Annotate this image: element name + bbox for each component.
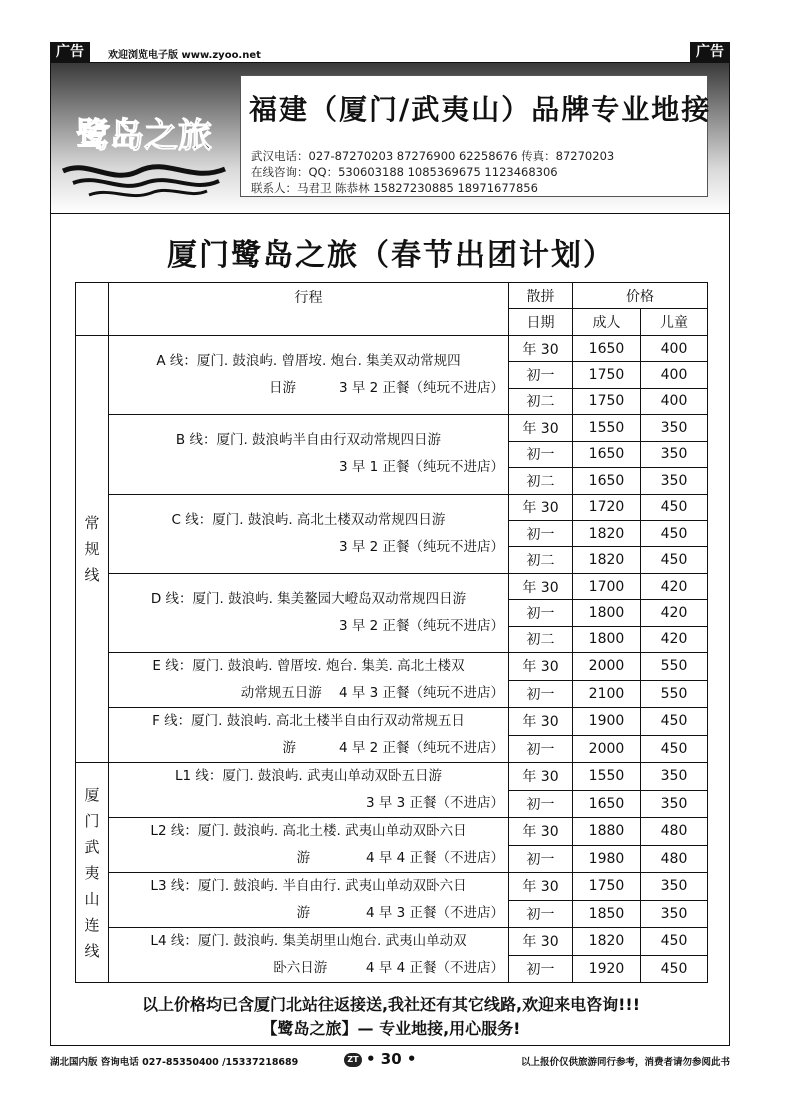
brand-logo bbox=[59, 75, 229, 205]
header-blank-cell bbox=[76, 283, 109, 336]
date-cell: 初一 bbox=[509, 845, 573, 873]
table-row bbox=[76, 928, 708, 956]
adult-price-cell: 1650 bbox=[573, 468, 641, 494]
child-price-cell: 480 bbox=[641, 818, 708, 846]
adult-price-cell: 1550 bbox=[573, 415, 641, 441]
date-cell: 初一 bbox=[509, 680, 573, 708]
disclaimer: 以上报价仅供旅游同行参考，消费者请勿参阅此书 bbox=[520, 1057, 730, 1068]
child-price-cell: 350 bbox=[641, 763, 708, 791]
child-price-cell: 450 bbox=[641, 494, 708, 520]
route-cell bbox=[109, 415, 509, 494]
date-cell: 初一 bbox=[509, 600, 573, 626]
adult-price-cell: 1750 bbox=[573, 362, 641, 388]
child-price-cell: 480 bbox=[641, 845, 708, 873]
adult-price-cell: 1880 bbox=[573, 818, 641, 846]
date-cell: 年 30 bbox=[509, 708, 573, 736]
child-price-cell: 550 bbox=[641, 653, 708, 681]
date-cell: 初二 bbox=[509, 547, 573, 573]
date-cell: 年 30 bbox=[509, 763, 573, 791]
route-meals: 游 4 早 3 正餐（不进店） bbox=[296, 905, 504, 922]
adult-price-cell: 1800 bbox=[573, 626, 641, 652]
table-row bbox=[76, 708, 708, 736]
date-cell: 年 30 bbox=[509, 494, 573, 520]
table-row bbox=[76, 335, 708, 361]
child-price-cell: 450 bbox=[641, 955, 708, 983]
route-cell bbox=[109, 573, 509, 652]
logo-text: 鹭岛之旅 bbox=[76, 116, 212, 156]
contact-qq: 在线咨询：QQ：530603188 1085369675 1123468306 bbox=[251, 165, 558, 179]
child-price-cell: 450 bbox=[641, 735, 708, 763]
table-row bbox=[76, 818, 708, 846]
route-description: D 线：厦门. 鼓浪屿. 集美鳌园大嶝岛双动常规四日游 bbox=[150, 590, 467, 607]
header-route: 行程 bbox=[109, 283, 509, 336]
child-price-cell: 420 bbox=[641, 573, 708, 599]
top-strip bbox=[50, 42, 730, 62]
date-cell: 初一 bbox=[509, 790, 573, 818]
route-meals: 3 早 2 正餐（纯玩不进店） bbox=[338, 538, 504, 555]
date-cell: 年 30 bbox=[509, 335, 573, 361]
header-price: 价格 bbox=[573, 283, 708, 309]
edition-contact: 湖北国内版 咨询电话 027-85350400 /15337218689 bbox=[50, 1057, 299, 1068]
date-cell: 年 30 bbox=[509, 653, 573, 681]
adult-price-cell: 1980 bbox=[573, 845, 641, 873]
child-price-cell: 350 bbox=[641, 790, 708, 818]
table-row bbox=[76, 573, 708, 599]
site-url-text: 欢迎浏览电子版 www.zyoo.net bbox=[108, 50, 261, 61]
child-price-cell: 350 bbox=[641, 873, 708, 901]
adult-price-cell: 2000 bbox=[573, 653, 641, 681]
route-meals: 3 早 1 正餐（纯玩不进店） bbox=[338, 459, 504, 476]
adult-price-cell: 1700 bbox=[573, 573, 641, 599]
route-cell bbox=[109, 653, 509, 708]
contact-people: 联系人：马君卫 陈恭林 15827230885 18971677856 bbox=[251, 181, 538, 195]
date-cell: 年 30 bbox=[509, 928, 573, 956]
main-frame bbox=[50, 214, 730, 1046]
route-meals: 卧六日游 4 早 4 正餐（不进店） bbox=[273, 960, 504, 977]
table-row bbox=[76, 763, 708, 791]
table-row bbox=[76, 494, 708, 520]
contact-box bbox=[240, 75, 712, 197]
adult-price-cell: 1800 bbox=[573, 600, 641, 626]
adult-price-cell: 1550 bbox=[573, 763, 641, 791]
child-price-cell: 400 bbox=[641, 388, 708, 414]
bottom-strip bbox=[50, 1050, 730, 1072]
route-meals: 动常规五日游 4 早 3 正餐（纯玩不进店） bbox=[240, 685, 504, 702]
date-cell: 初一 bbox=[509, 955, 573, 983]
route-meals: 游 4 早 2 正餐（纯玩不进店） bbox=[282, 740, 504, 757]
ad-tag-left: 广告 bbox=[50, 42, 90, 62]
route-cell bbox=[109, 494, 509, 573]
route-description: F 线：厦门. 鼓浪屿. 高北土楼半自由行双动常规五日 bbox=[152, 713, 465, 730]
date-cell: 初一 bbox=[509, 900, 573, 928]
header-child: 儿童 bbox=[641, 309, 708, 335]
date-cell: 初一 bbox=[509, 735, 573, 763]
date-cell: 初二 bbox=[509, 468, 573, 494]
route-meals: 3 早 2 正餐（纯玩不进店） bbox=[338, 617, 504, 634]
adult-price-cell: 1650 bbox=[573, 441, 641, 467]
route-meals: 游 4 早 4 正餐（不进店） bbox=[296, 850, 504, 867]
wave-icon bbox=[63, 167, 225, 196]
table-header-row bbox=[76, 283, 708, 309]
publisher-badge-icon: ZT bbox=[344, 1053, 362, 1067]
route-description: E 线：厦门. 鼓浪屿. 曾厝垵. 炮台. 集美. 高北土楼双 bbox=[152, 658, 465, 675]
adult-price-cell: 1820 bbox=[573, 520, 641, 546]
page-number-text: • 30 • bbox=[366, 1050, 417, 1068]
route-meals: 日游 3 早 2 正餐（纯玩不进店） bbox=[269, 380, 504, 397]
route-cell bbox=[109, 763, 509, 818]
child-price-cell: 420 bbox=[641, 626, 708, 652]
header-date-top: 散拼 bbox=[509, 283, 573, 309]
service-slogan: 【鹭岛之旅】— 专业地接,用心服务! bbox=[261, 1019, 521, 1038]
date-cell: 初一 bbox=[509, 362, 573, 388]
route-cell bbox=[109, 928, 509, 983]
adult-price-cell: 2000 bbox=[573, 735, 641, 763]
route-cell bbox=[109, 818, 509, 873]
header-date-bottom: 日期 bbox=[509, 309, 573, 335]
page-title: 厦门鹭岛之旅（春节出团计划） bbox=[167, 238, 615, 273]
child-price-cell: 400 bbox=[641, 362, 708, 388]
page-number bbox=[344, 1050, 417, 1068]
route-cell bbox=[109, 873, 509, 928]
child-price-cell: 350 bbox=[641, 468, 708, 494]
tour-plan-table bbox=[75, 282, 708, 983]
adult-price-cell: 1750 bbox=[573, 873, 641, 901]
adult-price-cell: 1820 bbox=[573, 547, 641, 573]
child-price-cell: 400 bbox=[641, 335, 708, 361]
adult-price-cell: 1900 bbox=[573, 708, 641, 736]
route-description: L1 线：厦门. 鼓浪屿. 武夷山单动双卧五日游 bbox=[174, 768, 443, 785]
header-adult: 成人 bbox=[573, 309, 641, 335]
date-cell: 初一 bbox=[509, 520, 573, 546]
date-cell: 年 30 bbox=[509, 573, 573, 599]
route-cell bbox=[109, 335, 509, 414]
adult-price-cell: 1650 bbox=[573, 335, 641, 361]
date-cell: 初二 bbox=[509, 626, 573, 652]
table-row bbox=[76, 873, 708, 901]
ad-tag-right: 广告 bbox=[690, 42, 730, 62]
category-cell: 常 规 线 bbox=[76, 335, 109, 762]
adult-price-cell: 1820 bbox=[573, 928, 641, 956]
adult-price-cell: 1720 bbox=[573, 494, 641, 520]
child-price-cell: 550 bbox=[641, 680, 708, 708]
child-price-cell: 450 bbox=[641, 928, 708, 956]
table-row bbox=[76, 653, 708, 681]
route-description: L4 线：厦门. 鼓浪屿. 集美胡里山炮台. 武夷山单动双 bbox=[150, 933, 467, 950]
brand-slogan: 福建（厦门/武夷山）品牌专业地接 bbox=[249, 93, 712, 126]
date-cell: 年 30 bbox=[509, 415, 573, 441]
child-price-cell: 350 bbox=[641, 900, 708, 928]
date-cell: 年 30 bbox=[509, 873, 573, 901]
contact-phone: 武汉电话：027-87270203 87276900 62258676 传真：87270203 bbox=[251, 149, 615, 163]
child-price-cell: 350 bbox=[641, 441, 708, 467]
route-description: B 线：厦门. 鼓浪屿半自由行双动常规四日游 bbox=[175, 432, 442, 449]
category-cell: 厦 门 武 夷 山 连 线 bbox=[76, 763, 109, 983]
date-cell: 初一 bbox=[509, 441, 573, 467]
child-price-cell: 450 bbox=[641, 547, 708, 573]
route-meals: 3 早 3 正餐（不进店） bbox=[365, 795, 504, 812]
adult-price-cell: 2100 bbox=[573, 680, 641, 708]
adult-price-cell: 1850 bbox=[573, 900, 641, 928]
child-price-cell: 420 bbox=[641, 600, 708, 626]
child-price-cell: 450 bbox=[641, 708, 708, 736]
route-description: L3 线：厦门. 鼓浪屿. 半自由行. 武夷山单动双卧六日 bbox=[150, 878, 467, 895]
table-row bbox=[76, 415, 708, 441]
adult-price-cell: 1750 bbox=[573, 388, 641, 414]
child-price-cell: 450 bbox=[641, 520, 708, 546]
route-description: A 线：厦门. 鼓浪屿. 曾厝垵. 炮台. 集美双动常规四 bbox=[156, 353, 461, 370]
route-cell bbox=[109, 708, 509, 763]
date-cell: 初二 bbox=[509, 388, 573, 414]
date-cell: 年 30 bbox=[509, 818, 573, 846]
price-note: 以上价格均已含厦门北站往返接送,我社还有其它线路,欢迎来电咨询!!! bbox=[141, 995, 641, 1014]
adult-price-cell: 1650 bbox=[573, 790, 641, 818]
route-description: C 线：厦门. 鼓浪屿. 高北土楼双动常规四日游 bbox=[171, 511, 446, 528]
advert-header bbox=[50, 62, 730, 214]
adult-price-cell: 1920 bbox=[573, 955, 641, 983]
route-description: L2 线：厦门. 鼓浪屿. 高北土楼. 武夷山单动双卧六日 bbox=[150, 823, 467, 840]
child-price-cell: 350 bbox=[641, 415, 708, 441]
